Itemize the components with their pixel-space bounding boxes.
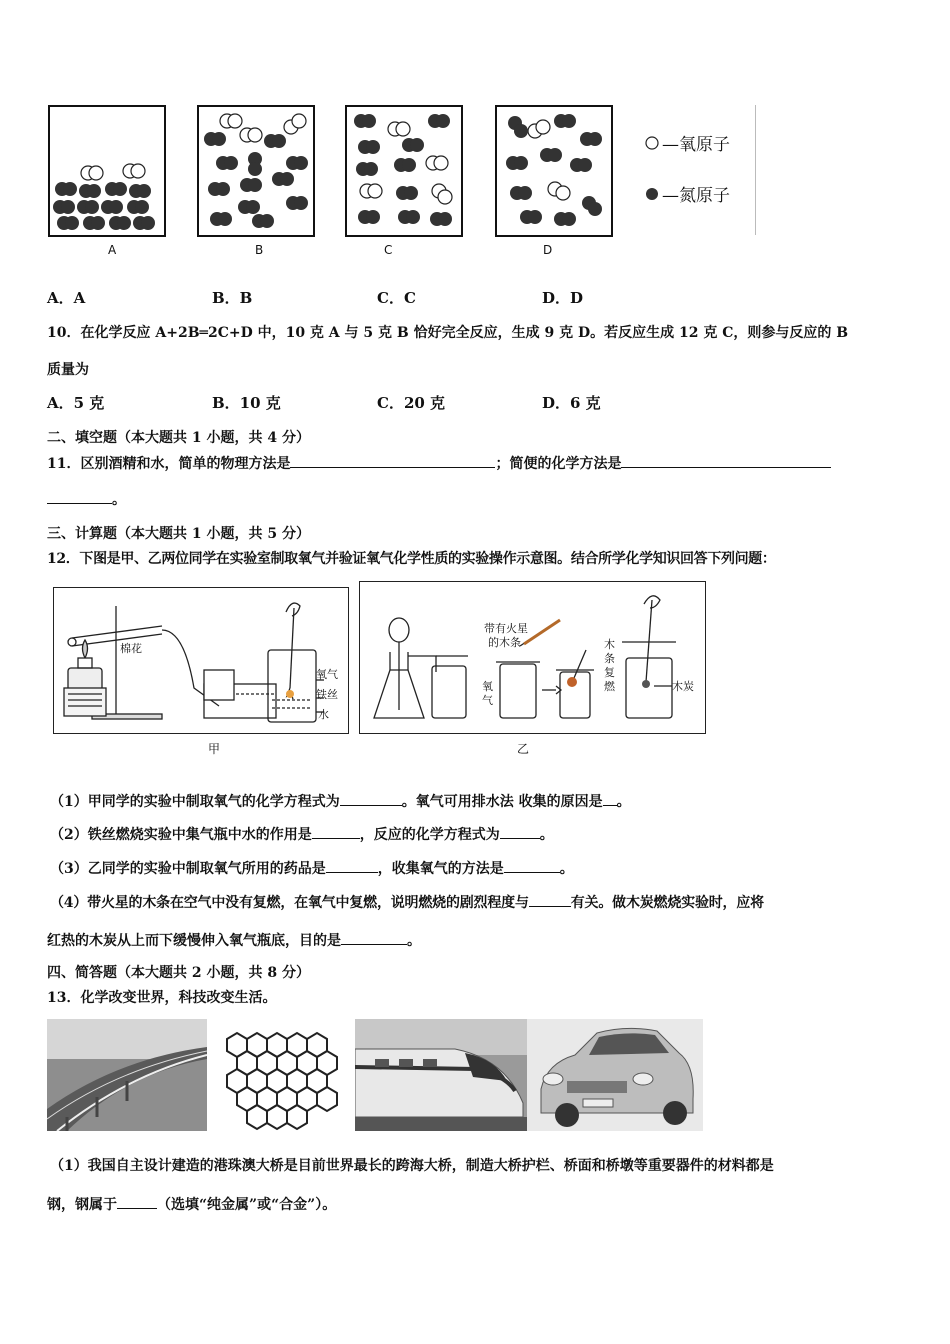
bridge-image — [47, 1019, 207, 1131]
q12-p4-text-b: 有关。做木炭燃烧实验时，应将 — [570, 895, 764, 911]
photo-bridge — [47, 1019, 207, 1131]
q12-p3-text-c: 。 — [559, 861, 574, 877]
q9-option-c: C．C — [377, 289, 416, 307]
q9-option-b: B．B — [212, 289, 253, 307]
q10-option-c: C．20 克 — [377, 394, 446, 412]
q12-part-4 — [50, 891, 764, 912]
q11-blank-1[interactable] — [290, 452, 495, 468]
box-label-d: D — [543, 243, 553, 257]
q12-stem: 12．下图是甲、乙两位同学在实验室制取氧气并验证氧气化学性质的实验操作示意图。结合所学化学知识回答下列问题： — [47, 551, 776, 567]
q9-option-a: A．A — [47, 289, 86, 307]
label-iron-wire: 铁丝 — [316, 688, 338, 701]
photo-graphene — [207, 1019, 355, 1131]
q11-line — [47, 452, 831, 473]
q12-p3-text-a: （3）乙同学的实验中制取氧气所用的药品是 — [50, 861, 326, 877]
q13-part-1: （1）我国自主设计建造的港珠澳大桥是目前世界最长的跨海大桥，制造大桥护栏、桥面和桥墩等重要器件的材料都是 — [50, 1158, 774, 1174]
q13-part-1-line2 — [47, 1193, 336, 1214]
section-title-short-answer: 四、简答题（本大题共 2 小题，共 8 分） — [47, 965, 310, 981]
section-title-calc: 三、计算题（本大题共 1 小题，共 5 分） — [47, 526, 310, 542]
figure-yi-caption: 乙 — [517, 742, 530, 756]
photo-train — [355, 1019, 527, 1131]
legend-nitrogen: —氮原子 — [662, 186, 730, 206]
q12-p2-blank-2[interactable] — [500, 823, 540, 839]
box-label-a: A — [108, 243, 117, 257]
q12-p4-text-c: 红热的木炭从上而下缓慢伸入氧气瓶底，目的是 — [47, 933, 341, 949]
q10-stem-line1: 10．在化学反应 A+2B═2C+D 中，10 克 A 与 5 克 B 恰好完全反应，生成 9 克 D。若反应生成 12 克 C，则参与反应的 B — [47, 325, 849, 341]
q10-option-b: B．10 克 — [212, 394, 281, 412]
q10-option-a: A．5 克 — [47, 394, 105, 412]
label-relight-4: 燃 — [604, 680, 615, 693]
q12-p3-blank-1[interactable] — [326, 857, 378, 873]
q9-option-d: D．D — [542, 289, 584, 307]
particle-diagram-c — [347, 107, 461, 235]
particle-box-d — [495, 105, 613, 237]
q11-line2 — [47, 488, 126, 509]
q10-option-d: D．6 克 — [542, 394, 601, 412]
label-relight-1: 木 — [604, 638, 615, 651]
box-label-c: C — [384, 243, 393, 257]
apparatus-jia-diagram — [54, 588, 348, 733]
label-glowing-splint: 带有火星 — [484, 622, 528, 635]
q13-p1-text-c: （选填“纯金属”或“合金”）。 — [157, 1197, 337, 1213]
oxygen-atom-icon — [644, 135, 660, 151]
label-oxygen-yi-2: 气 — [482, 694, 493, 707]
particle-diagram-a — [50, 107, 164, 235]
q12-p1-blank-2[interactable] — [603, 790, 617, 806]
q12-p1-text-c: 。 — [616, 794, 631, 810]
carbon-structure-image — [207, 1019, 355, 1131]
q13-p1-blank[interactable] — [117, 1193, 157, 1209]
q12-p1-text-a: （1）甲同学的实验中制取氧气的化学方程式为 — [50, 794, 340, 810]
q12-p4-text-d: 。 — [407, 933, 421, 949]
label-relight-3: 复 — [604, 666, 615, 679]
q12-part-1 — [50, 790, 631, 811]
nitrogen-atom-icon — [644, 186, 660, 202]
q10-stem-line2: 质量为 — [47, 362, 89, 378]
label-water: 水 — [318, 708, 329, 721]
q11-blank-2[interactable] — [621, 452, 831, 468]
particle-box-a — [48, 105, 166, 237]
q11-blank-3[interactable] — [47, 488, 112, 504]
q12-p4-blank-2[interactable] — [341, 929, 407, 945]
q12-p2-text-b: ，反应的化学方程式为 — [359, 827, 500, 843]
particle-diagram-d — [497, 107, 611, 235]
q12-part-3 — [50, 857, 574, 878]
label-oxygen-jia: 氧气 — [316, 668, 338, 681]
photo-car — [527, 1019, 703, 1131]
section-title-fill-in: 二、填空题（本大题共 1 小题，共 4 分） — [47, 430, 310, 446]
label-cotton: 棉花 — [120, 642, 142, 655]
q12-p1-text-b: 。氧气可用排水法 收集的原因是 — [401, 794, 603, 810]
figure-jia — [53, 587, 349, 734]
label-oxygen-yi: 氧 — [482, 680, 493, 693]
particle-diagram-b — [199, 107, 313, 235]
apparatus-yi-diagram — [360, 582, 705, 733]
q12-p3-text-b: ，收集氧气的方法是 — [377, 861, 504, 877]
particle-box-c — [345, 105, 463, 237]
label-relight-2: 条 — [604, 652, 615, 665]
q13-stem: 13．化学改变世界，科技改变生活。 — [47, 990, 277, 1006]
figure-jia-caption: 甲 — [208, 742, 221, 756]
q12-part-2 — [50, 823, 554, 844]
high-speed-train-image — [355, 1019, 527, 1131]
q12-p2-text-a: （2）铁丝燃烧实验中集气瓶中水的作用是 — [50, 827, 312, 843]
q12-p3-blank-2[interactable] — [504, 857, 560, 873]
label-glowing-splint-2: 的木条 — [488, 636, 521, 649]
q11-part1: 11．区别酒精和水，简单的物理方法是 — [47, 456, 291, 472]
q12-p2-text-c: 。 — [539, 827, 554, 843]
q13-p1-text-b: 钢，钢属于 — [47, 1197, 117, 1213]
q12-p1-blank-1[interactable] — [340, 790, 402, 806]
q12-part-4-line2 — [47, 929, 421, 950]
legend — [640, 125, 760, 235]
q12-p2-blank-1[interactable] — [312, 823, 360, 839]
legend-oxygen: —氧原子 — [662, 135, 730, 155]
legend-divider — [755, 105, 756, 235]
figure-yi — [359, 581, 706, 734]
box-label-b: B — [255, 243, 264, 257]
car-image — [527, 1019, 703, 1131]
q11-end: 。 — [112, 492, 126, 508]
q12-p4-text-a: （4）带火星的木条在空气中没有复燃，在氧气中复燃，说明燃烧的剧烈程度与 — [50, 895, 529, 911]
particle-box-b — [197, 105, 315, 237]
q12-p4-blank-1[interactable] — [529, 891, 571, 907]
q11-part2: ；简便的化学方法是 — [495, 456, 622, 472]
label-charcoal: 木炭 — [672, 680, 694, 693]
